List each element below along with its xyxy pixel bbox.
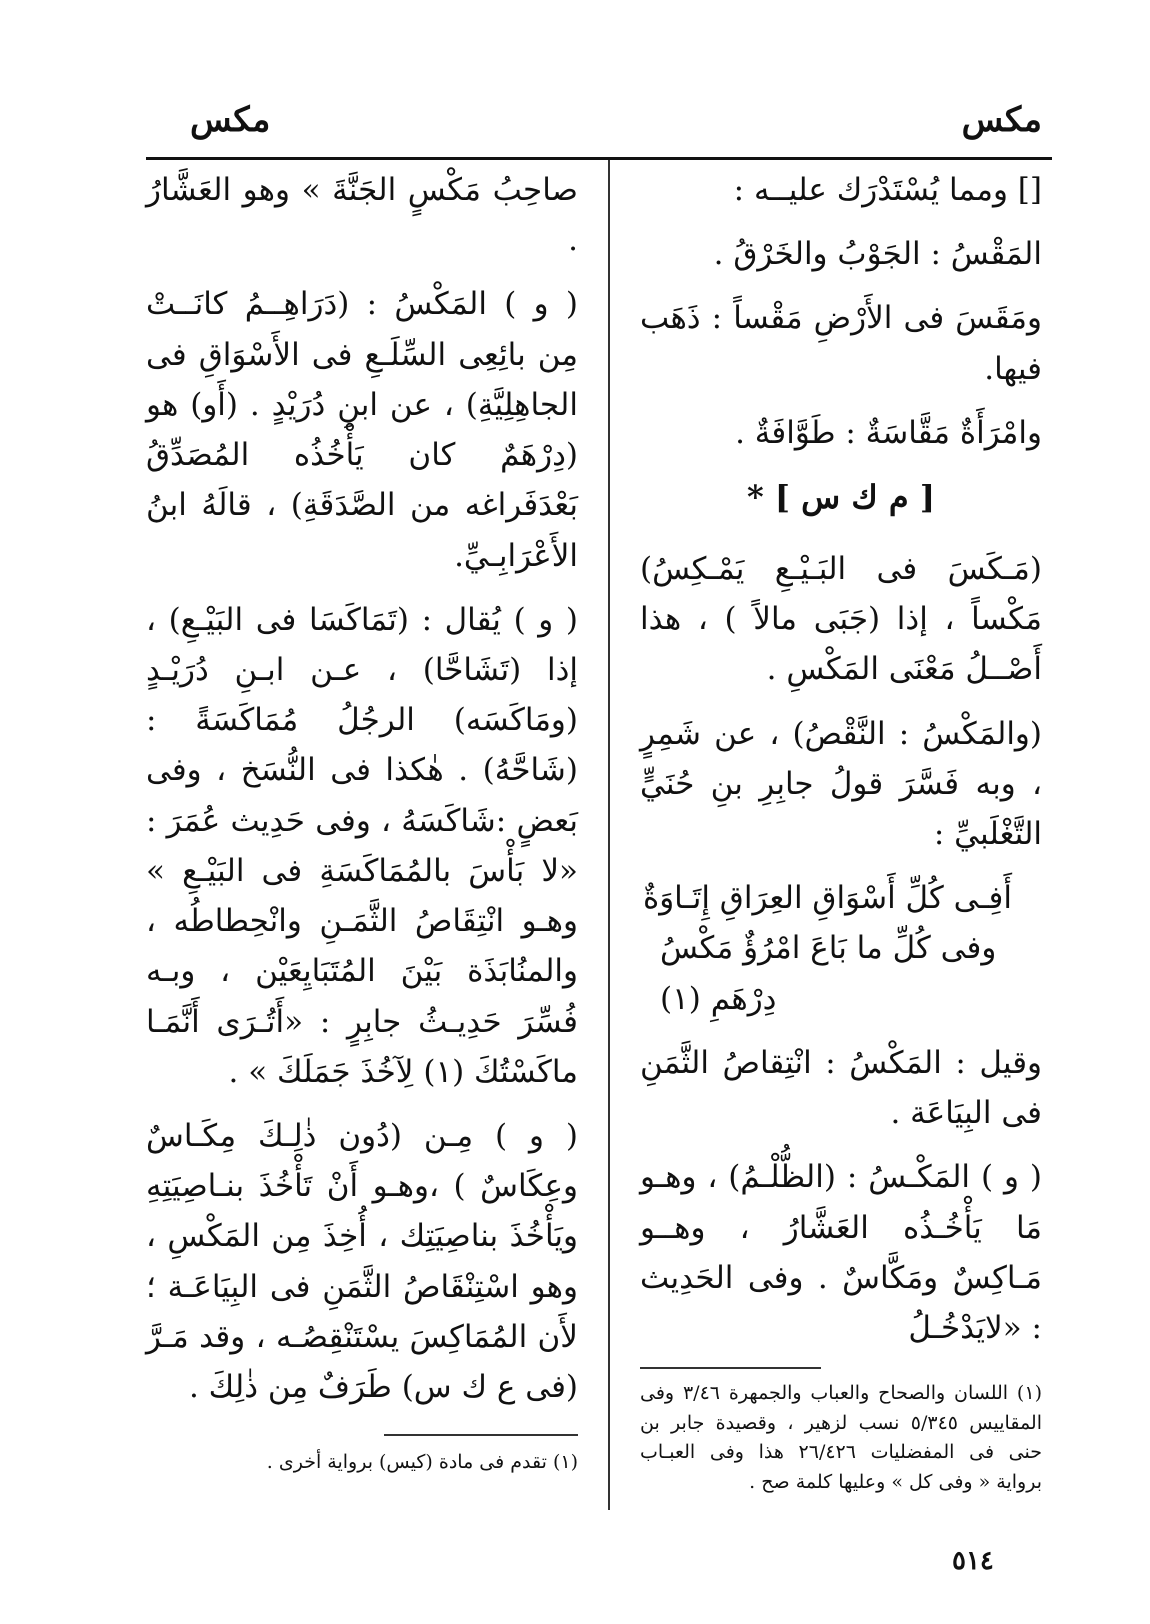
footnote-rule [640, 1367, 821, 1369]
footnote: (١) تقدم فى مادة (كيس) برواية أخرى . [266, 1451, 578, 1474]
footnote: (١) اللسان والصحاح والعباب والجمهرة ٣/٤٦ وفى المقاييس ٥/٣٤٥ نسب لزهير ، وقصيدة جابر بن حنى فى المفضليات ٢٦/٤٢٦ هذا وفى العبـاب برواية « وفى كل » وعليها كلمة صح . [640, 1382, 1042, 1493]
entry-heading: [ م ك س ] * [747, 478, 935, 517]
paragraph: وامْرَأَةٌ مَقَّاسَةٌ : طَوَّافَةٌ . [735, 414, 1042, 451]
paragraph: ( و ) المَكْـسُ : (الظُّلْـمُ) ، وهـو مَا يَأْخُـذُه العَشَّارُ ، وهــو مَـاكِسٌ ومَكَّاسٌ . وفى الحَدِيث : «لايَدْخُـلُ [640, 1159, 1042, 1346]
paragraph: المَقْسُ : الجَوْبُ والخَرْقُ . [713, 236, 1042, 273]
header-rule [146, 157, 1052, 160]
running-header-right: مكس [961, 100, 1042, 140]
paragraph: ( و ) مِـن (دُون ذٰلِـكَ مِكَـاسٌ وعِكَاسٌ ) ،وهـو أَنْ تَأْخُذَ بنـاصِيَتِهِ ويَأْخُذَ بناصِيَتِك ، أُخِذَ مِن المَكْسِ ، وهو اسْتِنْقَاصُ الثَّمَنِ فى البِيَاعَـة ؛ لأَن المُمَاكِسَ يسْتَنْقِصُـه ، وقد مَـرَّ (فى ع ك س) طَرَفٌ مِن ذٰلِكَ . [146, 1117, 578, 1406]
paragraph: (والمَكْسُ : النَّقْصُ) ، عن شَمِرٍ ، وبه فَسَّرَ قولُ جابِرِ بنِ حُنَيٍّ التَّغْلَبيِّ : [640, 715, 1042, 853]
paragraph: ومَقَسَ فى الأَرْضِ مَقْساً : ذَهَب فيها. [640, 300, 1042, 387]
right-column [640, 165, 1042, 1497]
paragraph: صاحِبُ مَكْسٍ الجَنَّةَ » وهو العَشَّارُ . [146, 172, 578, 259]
poem-line: أَفِـى كُلِّ أَسْوَاقِ العِرَاقِ إِتَـاوَةٌ [642, 880, 1012, 917]
paragraph: ( و ) المَكْسُ : (دَرَاهِــمُ كانَــتْ مِن بائِعِى السِّلَـعِ فى الأَسْوَاقِ فى الجاهِلِيَّةِ) ، عن ابنِ دُرَيْدٍ . (أَو) هو (دِرْهَمٌ كان يَأْخُذُه المُصَدِّقُ بَعْدَفَراغه من الصَّدَقَةِ) ، قالَهُ ابنُ الأَعْرَابِـيِّ. [146, 286, 578, 574]
paragraph: وقيل : المَكْسُ : انْتِقاصُ الثَّمَنِ فى البِيَاعَة . [640, 1044, 1042, 1132]
paragraph: ( و ) يُقال : (تَمَاكَسَا فى البَيْـعِ) ، إذا (تَشَاحَّا) ، عـن ابـنِ دُرَيْـدٍ (ومَاكَسَه) الرجُلُ مُمَاكَسَةً :(شَاحَّهُ) . هٰكذا فى النُّسَخ ، وفى بَعضٍ :شَاكَسَهُ ، وفى حَدِيث عُمَرَ : «لا بَأْسَ بالمُمَاكَسَةِ فى البَيْـعِ » وهـو انْتِقَاصُ الثَّمَـنِ وانْحِطاطُه ، والمنُابَذَة بَيْنَ المُتَبَايِعَيْن ، وبـه فُسِّرَ حَدِيـثُ جابِرٍ : «أَتُـرَى أَنَّمَـا ماكَسْتُكَ (١) لِآخُذَ جَمَلَكَ » . [146, 601, 578, 1090]
footnote-rule [384, 1434, 578, 1436]
poem-line: وفى كُلِّ ما بَاعَ امْرُؤٌ مَكْسُ دِرْهَمِ (١) [660, 930, 997, 1017]
column-divider [608, 160, 610, 1510]
paragraph: [] ومما يُسْتَدْرَك عليــه : [733, 172, 1042, 208]
left-column [146, 165, 578, 1478]
running-header-left: مكس [190, 100, 271, 140]
poem-verse [640, 873, 1042, 1024]
paragraph: (مَـكَسَ فى البَـيْـعِ يَمْـكِسُ) مَكْساً ، إذا (جَبَى مالاً ) ، هذا أَصْــلُ مَعْنَى المَكْسِ . [640, 550, 1042, 688]
page-number: ٥١٤ [952, 1546, 994, 1576]
